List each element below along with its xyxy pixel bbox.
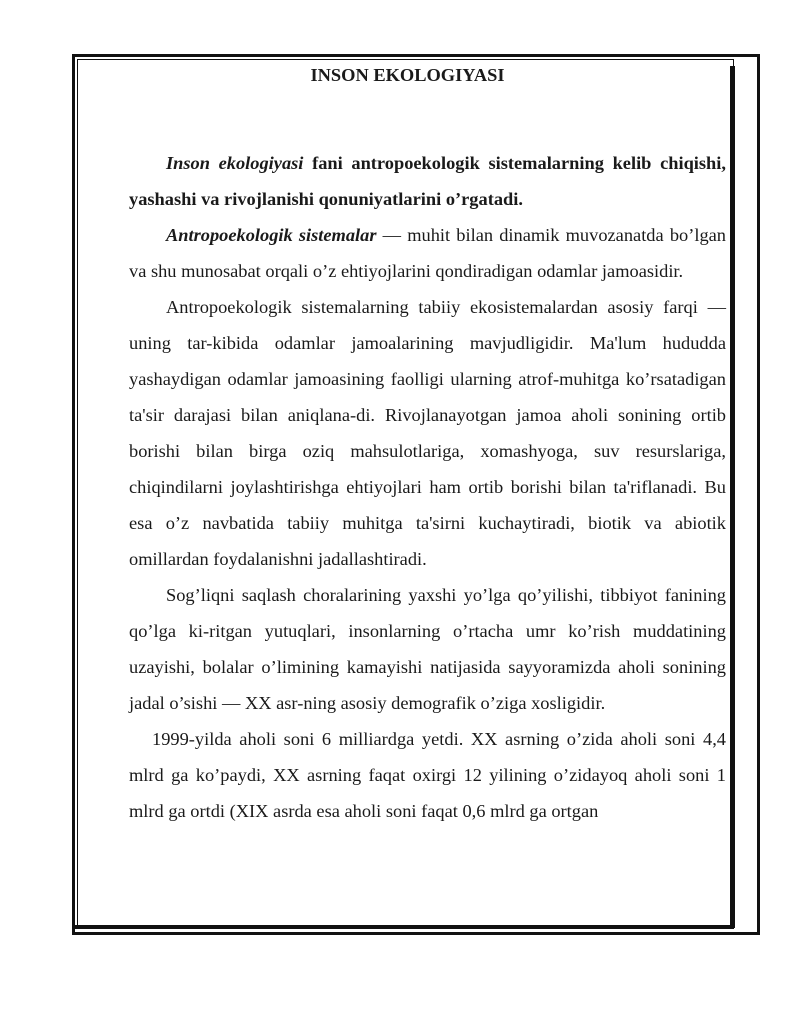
document-title: INSON EKOLOGIYASI	[310, 65, 505, 85]
paragraph-definition-anthropoecological-systems	[129, 217, 726, 289]
paragraph-definition-human-ecology	[129, 145, 726, 217]
paragraph-demography: Sog’liqni saqlash choralarining yaxshi yo’lga qo’yilishi, tibbiyot fanining qo’lga ki-ritgan yutuqlari, insonlarning o’rtacha umr ko’rish muddatining uzayishi, bolalar o’limining kamayishi natijasida sayyoramizda aholi sonining jadal o’sishi — XX asr-ning asosiy demografik o’ziga xosligidir.	[129, 585, 726, 713]
paragraph-difference: Antropoekologik sistemalarning tabiiy ekosistemalardan asosiy farqi — uning tar-kibida odamlar jamoalarining mavjudligidir. Ma'lum hududda yashaydigan odamlar jamoasining faolligi ularning atrof-muhitga ko’rsatadigan ta'sir darajasi bilan aniqlana-di. Rivojlanayotgan jamoa aholi sonining ortib borishi bilan birga oziq mahsulotlariga, xomashyoga, suv resurslariga, chiqindilarni joylashtirishga ehtiyojlari ham ortib borishi bilan ta'riflanadi. Bu esa o’z navbatida tabiiy muhitga ta'sirni kuchaytiradi, biotik va abiotik omillardan foydalanishni jadallashtiradi.	[129, 297, 726, 569]
document-body	[129, 60, 726, 829]
page-border-right-rule	[730, 66, 735, 928]
paragraph-text: — muhit bilan dinamik muvozanatda bo’lgan va shu munosabat orqali o’z ehtiyojlarini qondiradigan odamlar jamoasidir.	[129, 225, 726, 281]
term-anthropoecological-systems: Antropoekologik sistemalar	[166, 225, 377, 245]
paragraph-text: fani antropoekologik sistemalarning kelib chiqishi, yashashi va rivojlanishi qonuniyatlarini o’rgatadi.	[129, 153, 726, 209]
term-human-ecology: Inson ekologiyasi	[166, 153, 304, 173]
page-border-bottom-rule	[75, 925, 733, 929]
paragraph-population-growth: 1999-yilda aholi soni 6 milliardga yetdi. XX asrning o’zida aholi soni 4,4 mlrd ga ko’paydi, XX asrning faqat oxirgi 12 yilining o’zidayoq aholi soni 1 mlrd ga ortdi (XIX asrda esa aholi soni faqat 0,6 mlrd ga ortgan	[129, 729, 726, 821]
